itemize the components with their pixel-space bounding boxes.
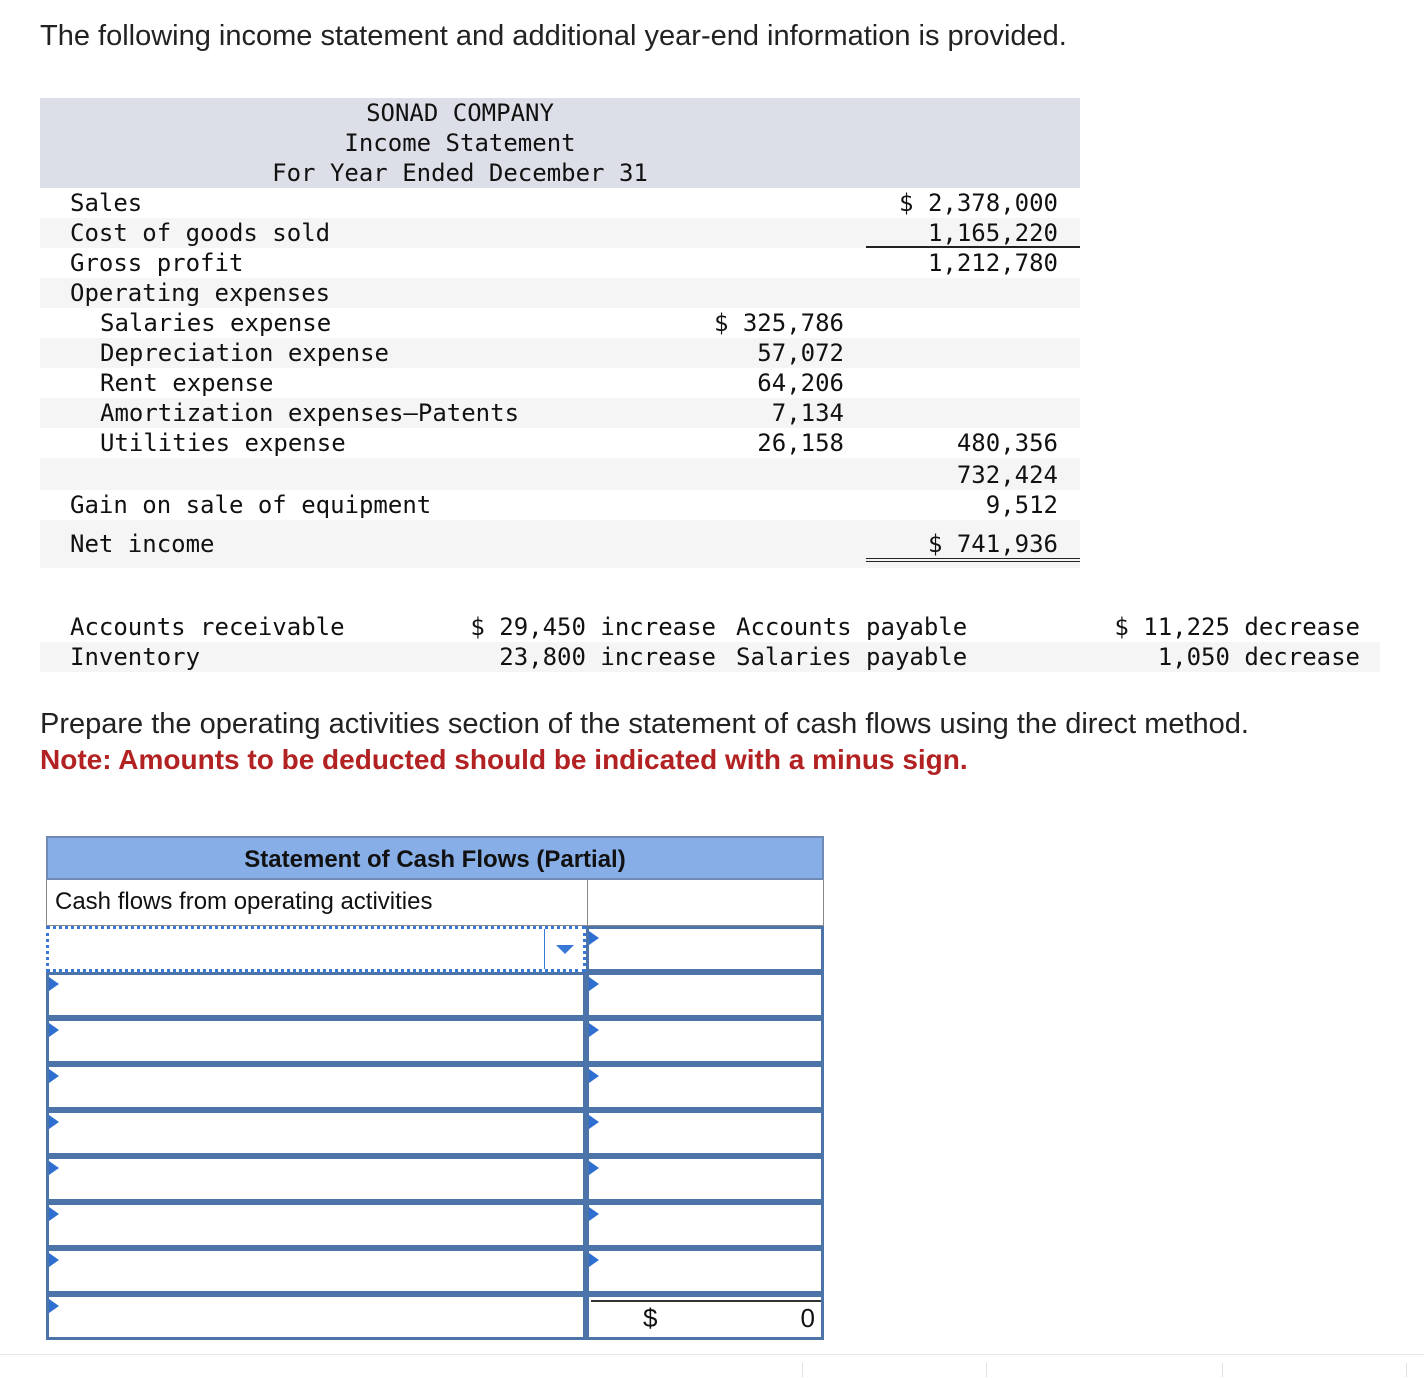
input-marker-icon (589, 1161, 599, 1175)
input-marker-icon (49, 1023, 59, 1037)
amount-input[interactable] (586, 1156, 824, 1202)
gross-profit-row (40, 248, 1080, 278)
amount-input[interactable] (586, 1064, 824, 1110)
input-marker-icon (589, 1207, 599, 1221)
cogs-value: 1,165,220 (927, 219, 1058, 247)
footer-tick (1222, 1363, 1223, 1377)
input-marker-icon (589, 1069, 599, 1083)
input-marker-icon (49, 1299, 59, 1313)
gain-label: Gain on sale of equipment (70, 491, 432, 519)
sales-row (40, 188, 1080, 218)
input-marker-icon (589, 1115, 599, 1129)
cogs-label: Cost of goods sold (70, 219, 331, 247)
change-item: Accounts payable (736, 613, 968, 641)
line-item-dropdown[interactable] (46, 1202, 586, 1248)
change-item: Salaries payable (736, 643, 968, 671)
expense-label: Salaries expense (100, 309, 332, 337)
input-row (46, 1248, 824, 1294)
income-statement (40, 98, 1080, 568)
gain-row (40, 490, 1080, 520)
note-text: Note: Amounts to be deducted should be indicated with a minus sign. (40, 744, 968, 775)
total-opex-value: 480,356 (956, 429, 1058, 457)
gain-value: 9,512 (985, 491, 1058, 519)
input-marker-icon (49, 1253, 59, 1267)
additional-row (40, 642, 1380, 672)
change-amount: $ 29,450 increase (470, 613, 716, 641)
expense-row (40, 368, 1080, 398)
total-row (46, 1294, 824, 1340)
input-row (46, 1202, 824, 1248)
company-name: SONAD COMPANY (366, 99, 554, 127)
expense-value: 7,134 (771, 399, 844, 427)
line-item-dropdown[interactable] (46, 1110, 586, 1156)
net-income-label: Net income (70, 530, 215, 558)
amount-input[interactable] (586, 1248, 824, 1294)
cash-flow-worksheet (46, 836, 824, 1333)
intro-text: The following income statement and additional year-end information is provided. (40, 20, 1067, 52)
net-income-double-underline (866, 558, 1080, 562)
input-row (46, 1110, 824, 1156)
amount-input[interactable] (586, 1110, 824, 1156)
section-header-row (46, 880, 824, 926)
income-statement-header (40, 98, 1080, 188)
input-marker-icon (49, 1115, 59, 1129)
gross-profit-value: 1,212,780 (927, 249, 1058, 277)
amount-input[interactable] (586, 1018, 824, 1064)
input-marker-icon (589, 977, 599, 991)
chevron-down-icon[interactable] (544, 929, 583, 969)
change-item: Accounts receivable (70, 613, 345, 641)
sales-label: Sales (70, 189, 143, 217)
amount-input[interactable] (586, 926, 824, 972)
input-marker-icon (49, 1161, 59, 1175)
opex-heading-row (40, 278, 1080, 308)
change-amount: 1,050 decrease (1157, 643, 1360, 671)
line-item-dropdown[interactable] (46, 1064, 586, 1110)
section-label: Cash flows from operating activities (55, 888, 433, 915)
input-marker-icon (589, 1253, 599, 1267)
expense-label: Utilities expense (100, 429, 346, 457)
line-item-dropdown[interactable] (46, 1156, 586, 1202)
operating-income-value: 732,424 (956, 461, 1058, 489)
expense-value: $ 325,786 (713, 309, 844, 337)
additional-row (40, 612, 1380, 642)
footer-tick (802, 1363, 803, 1377)
change-amount: $ 11,225 decrease (1114, 613, 1360, 641)
line-item-dropdown[interactable] (46, 926, 586, 972)
input-marker-icon (49, 977, 59, 991)
opex-label: Operating expenses (70, 279, 331, 307)
total-amount (586, 1294, 824, 1340)
line-item-dropdown[interactable] (46, 972, 586, 1018)
column-divider (587, 880, 588, 925)
worksheet-title: Statement of Cash Flows (Partial) (46, 836, 824, 880)
amount-input[interactable] (586, 972, 824, 1018)
total-value: 0 (800, 1303, 815, 1333)
expense-label: Rent expense (100, 369, 274, 397)
input-row (46, 1156, 824, 1202)
total-rule (591, 1300, 821, 1302)
input-row (46, 972, 824, 1018)
net-income-row (40, 520, 1080, 568)
input-marker-icon (589, 931, 599, 945)
input-marker-icon (49, 1207, 59, 1221)
operating-income-row (40, 458, 1080, 490)
input-marker-icon (589, 1023, 599, 1037)
expense-label: Depreciation expense (100, 339, 389, 367)
footer-tick (986, 1363, 987, 1377)
line-item-dropdown[interactable] (46, 1248, 586, 1294)
change-item: Inventory (70, 643, 201, 671)
total-label-input[interactable] (46, 1294, 586, 1340)
change-amount: 23,800 increase (499, 643, 716, 671)
input-row (46, 926, 824, 972)
expense-row (40, 428, 1080, 458)
additional-info (40, 612, 1380, 672)
expense-row (40, 308, 1080, 338)
gross-profit-label: Gross profit (70, 249, 244, 277)
statement-period: For Year Ended December 31 (272, 159, 648, 187)
expense-label: Amortization expenses—Patents (100, 399, 520, 427)
statement-title: Income Statement (344, 129, 576, 157)
footer-divider (0, 1354, 1424, 1355)
input-row (46, 1064, 824, 1110)
expense-value: 26,158 (757, 429, 844, 457)
expense-row (40, 338, 1080, 368)
sales-value: $ 2,378,000 (899, 189, 1058, 217)
expense-row (40, 398, 1080, 428)
net-income-value: $ 741,936 (927, 530, 1058, 558)
cogs-row (40, 218, 1080, 248)
input-row (46, 1018, 824, 1064)
line-item-dropdown[interactable] (46, 1018, 586, 1064)
instruction-text: Prepare the operating activities section of the statement of cash flows using the direct method. (40, 708, 1249, 740)
footer-tick (1406, 1363, 1407, 1377)
expense-value: 57,072 (757, 339, 844, 367)
input-marker-icon (49, 1069, 59, 1083)
total-currency: $ (643, 1303, 658, 1333)
amount-input[interactable] (586, 1202, 824, 1248)
expense-value: 64,206 (757, 369, 844, 397)
